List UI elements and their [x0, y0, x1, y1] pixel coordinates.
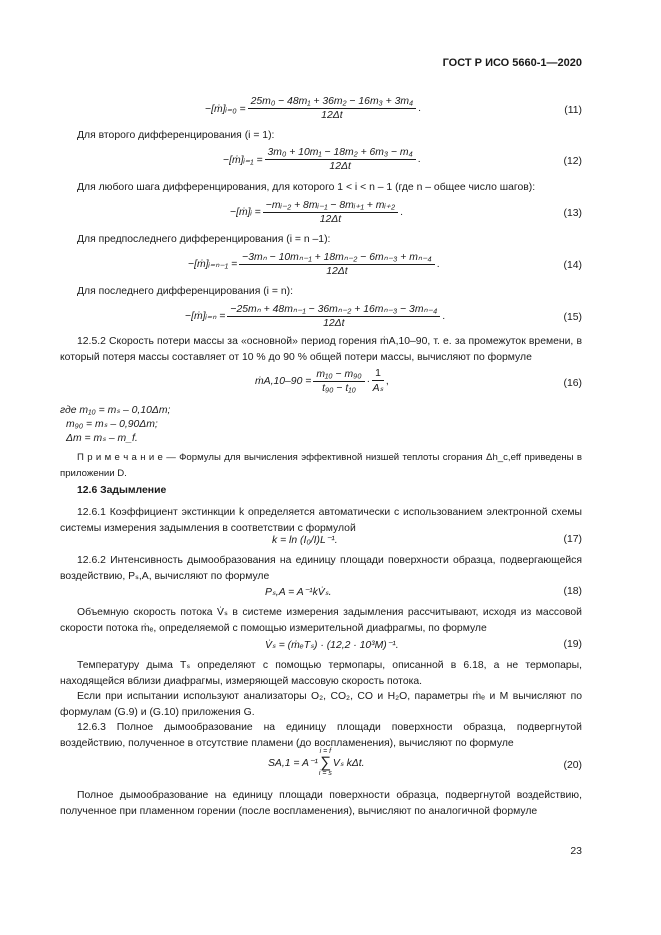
equation-12 [60, 147, 582, 177]
equation-body: V̇ₛ = (ṁₑTₛ) · (12,2 · 10³M)⁻¹. [265, 640, 399, 651]
where-line: Δm = mₛ – m_f. [66, 433, 138, 444]
paragraph-12-6-3: 12.6.3 Полное дымообразование на единицу площади поверхности образца, подвергнутой воздействию, полученное в отсутствие пламени (до воспламенения), вычисляют по формуле [60, 722, 582, 749]
equation-number: (13) [563, 208, 582, 219]
paragraph-temperature: Температуру дыма Tₛ определяют с помощью термопары, описанной в 6.18, а не термопары, находящейся вблизи диафрагмы, измеряющей массовую скорость потока. [60, 660, 582, 687]
numerator: m₁₀ − m₉₀ [313, 369, 364, 382]
equation-number: (14) [563, 260, 582, 271]
equation-16 [60, 368, 582, 404]
denominator: t₉₀ − t₁₀ [322, 382, 356, 394]
numerator: 1 [372, 368, 384, 381]
sum-upper-limit: i = f [319, 748, 332, 755]
denominator: 12Δt [319, 214, 342, 225]
equation-tail: . [436, 258, 440, 270]
where-block [60, 404, 170, 446]
document-header: ГОСТ Р ИСО 5660-1—2020 [442, 57, 582, 69]
where-line: m₉₀ = mₛ – 0,90Δm; [66, 419, 158, 430]
page-number: 23 [570, 845, 582, 857]
equation-lhs: SA,1 = A⁻¹ [268, 758, 318, 769]
numerator: −3mₙ − 10mₙ₋₁ + 18mₙ₋₂ − 6mₙ₋₃ + mₙ₋₄ [239, 251, 435, 265]
note-label: П р и м е ч а н и е [77, 452, 163, 463]
equation-tail: . [400, 206, 404, 218]
paragraph-last: Для последнего дифференцирования (i = n): [77, 286, 293, 297]
equation-tail: . [442, 310, 446, 322]
fraction [239, 251, 435, 277]
equation-number: (12) [563, 156, 582, 167]
equation-number: (15) [563, 312, 582, 323]
fraction [263, 199, 398, 225]
paragraph-any-step: Для любого шага дифференцирования, для которого 1 < i < n – 1 (где n – общее число шагов): [77, 182, 536, 193]
equation-13 [60, 199, 582, 229]
multiply-dot: · [366, 375, 371, 387]
equation-lhs: −[ṁ]ᵢ₌₀ = [205, 103, 246, 115]
equation-body: Pₛ,A = A⁻¹kV̇ₛ. [265, 587, 332, 598]
equation-lhs: ṁA,10–90 = [255, 375, 312, 387]
denominator: 12Δt [329, 161, 351, 172]
paragraph-12-6-2: 12.6.2 Интенсивность дымообразования на единицу площади поверхности образца, подвергающейся воздействию, Pₛ,A, вычисляют по формуле [60, 555, 582, 582]
fraction [313, 369, 364, 394]
equation-lhs: −[ṁ]ᵢ₌ₙ₋₁ = [188, 259, 238, 270]
numerator: −25mₙ + 48mₙ₋₁ − 36mₙ₋₂ + 16mₙ₋₃ − 3mₙ₋₄ [227, 303, 440, 317]
section-heading: 12.6 Задымление [77, 485, 167, 496]
numerator: −mᵢ₋₂ + 8mᵢ₋₁ − 8mᵢ₊₁ + mᵢ₊₂ [263, 199, 398, 213]
equation-number: (19) [563, 639, 582, 650]
denominator: Aₛ [372, 383, 384, 394]
numerator: 25m₀ − 48m₁ + 36m₂ − 16m₃ + 3m₄ [248, 96, 417, 109]
equation-tail: , [385, 375, 389, 387]
equation-15 [60, 303, 582, 333]
equation-18 [60, 586, 582, 602]
equation-11 [60, 96, 582, 126]
equation-19 [60, 639, 582, 655]
equation-17 [60, 534, 582, 550]
note-text: — Формулы для вычисления эффективной низшей теплоты сгорания Δh_c,eff приведены в приложении D. [60, 452, 582, 479]
equation-number: (17) [563, 534, 582, 545]
equation-number: (20) [563, 760, 582, 771]
denominator: 12Δt [326, 266, 348, 277]
equation-lhs: −[ṁ]ᵢ₌ₙ = [185, 311, 226, 322]
equation-lhs: −[ṁ]ᵢ = [230, 206, 261, 218]
fraction [248, 96, 417, 121]
note [60, 450, 582, 481]
paragraph-12-6-1: 12.6.1 Коэффициент экстинкции k определяется автоматически с использованием электронной схемы системы измерения задымления в соответствии с формулой [60, 507, 582, 534]
equation-number: (11) [564, 105, 582, 116]
sum-sign: ∑ [320, 754, 331, 771]
sum-lower-limit: i = s [318, 770, 332, 777]
paragraph-volume-flow: Объемную скорость потока V̇ₛ в системе измерения задымления рассчитывают, исходя из массовой скорости потока ṁₑ, определяемой с помощью измерительной диафрагмы, по формуле [60, 607, 582, 634]
equation-20 [60, 748, 582, 784]
numerator: 3m₀ + 10m₁ − 18m₂ + 6m₃ − m₄ [265, 147, 416, 160]
equation-number: (16) [563, 378, 582, 389]
denominator: 12Δt [323, 318, 345, 329]
paragraph-12-5-2: 12.5.2 Скорость потери массы за «основной» период горения ṁA,10–90, т. е. за промежуток времени, в который потеря массы составляет от 10 % до 90 % общей потери массы, вычисляют по формуле [60, 336, 582, 363]
equation-number: (18) [563, 586, 582, 597]
paragraph-second: Для второго дифференцирования (i = 1): [77, 130, 275, 141]
paragraph-flaming: Полное дымообразование на единицу площади поверхности образца, подвергнутой воздействию, полученное при пламенном горении (после воспламенения), вычисляют по аналогичной формуле [60, 790, 582, 817]
where-line: где m₁₀ = mₛ – 0,10Δm; [60, 405, 171, 416]
equation-14 [60, 251, 582, 281]
paragraph-penultimate: Для предпоследнего дифференцирования (i = n –1): [77, 234, 331, 245]
equation-tail: . [417, 154, 421, 165]
equation-body: k = ln (I₀/I)L⁻¹. [272, 535, 338, 546]
fraction [265, 147, 416, 172]
denominator: 12Δt [321, 110, 343, 121]
equation-tail: . [418, 103, 422, 114]
fraction [227, 303, 440, 329]
fraction [372, 368, 384, 394]
summation [319, 748, 332, 778]
paragraph-analyzers: Если при испытании используют анализаторы O₂, CO₂, CO и H₂O, параметры ṁₑ и M вычисляют по формулам (G.9) и (G.10) приложения G. [60, 691, 582, 718]
equation-lhs: −[ṁ]ᵢ₌₁ = [223, 154, 263, 166]
equation-rhs: Vₛ kΔt. [332, 758, 365, 769]
